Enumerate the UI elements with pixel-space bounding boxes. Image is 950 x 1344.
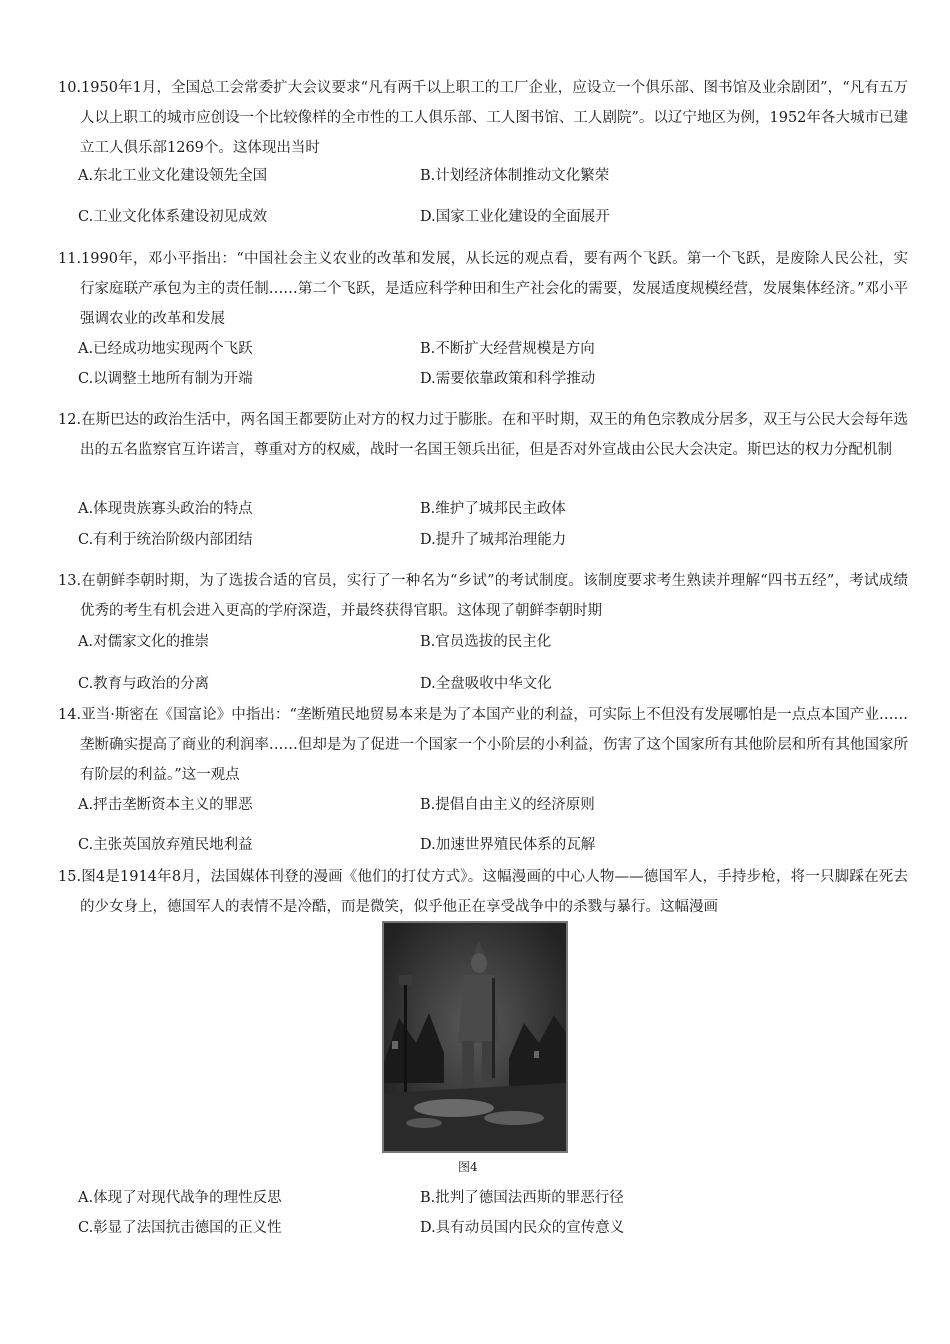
question-10-option-b: B.计划经济体制推动文化繁荣 bbox=[420, 168, 610, 184]
figure-caption: 图4 bbox=[458, 1160, 478, 1174]
question-10-option-a: A.东北工业文化建设领先全国 bbox=[78, 168, 268, 184]
question-11-stem: 11.1990年，邓小平指出：“中国社会主义农业的改革和发展，从长远的观点看，要有两个飞跃。第一个飞跃，是废除人民公社，实行家庭联产承包为主的责任制……第二个飞跃，是适应科学种田和生产社会化的需要，发展适度规模经营，发展集体经济。”邓小平强调农业的改革和发展 bbox=[58, 251, 908, 327]
question-13-option-a: A.对儒家文化的推崇 bbox=[78, 634, 210, 650]
question-15-option-a: A.体现了对现代战争的理性反思 bbox=[78, 1190, 282, 1206]
question-11-option-d: D.需要依靠政策和科学推动 bbox=[420, 371, 596, 387]
question-11-option-c: C.以调整土地所有制为开端 bbox=[78, 371, 253, 387]
question-14 bbox=[58, 700, 908, 790]
question-11-option-a: A.已经成功地实现两个飞跃 bbox=[78, 341, 253, 357]
question-15-stem: 15.图4是1914年8月，法国媒体刊登的漫画《他们的打仗方式》。这幅漫画的中心人物——德国军人，手持步枪，将一只脚踩在死去的少女身上，德国军人的表情不是冷酷，而是微笑，似乎他正在享受战争中的杀戮与暴行。这幅漫画 bbox=[58, 869, 908, 915]
question-15 bbox=[58, 862, 908, 922]
question-12-option-d: D.提升了城邦治理能力 bbox=[420, 532, 567, 548]
cartoon-illustration bbox=[384, 923, 566, 1151]
question-12-option-b: B.维护了城邦民主政体 bbox=[420, 501, 566, 517]
question-13-option-d: D.全盘吸收中华文化 bbox=[420, 676, 552, 692]
question-10-option-c: C.工业文化体系建设初见成效 bbox=[78, 209, 268, 225]
question-15-option-d: D.具有动员国内民众的宣传意义 bbox=[420, 1220, 625, 1236]
question-14-option-a: A.抨击垄断资本主义的罪恶 bbox=[78, 797, 253, 813]
question-14-stem: 14.亚当·斯密在《国富论》中指出：“垄断殖民地贸易本来是为了本国产业的利益，可实际上不但没有发展哪怕是一点点本国产业……垄断确实提高了商业的利润率……但却是为了促进一个国家一个小阶层的小利益，伤害了这个国家所有其他阶层和所有其他国家所有阶层的利益。”这一观点 bbox=[58, 707, 908, 783]
question-13 bbox=[58, 566, 908, 626]
question-15-option-b: B.批判了德国法西斯的罪恶行径 bbox=[420, 1190, 624, 1206]
question-11-option-b: B.不断扩大经营规模是方向 bbox=[420, 341, 595, 357]
question-12 bbox=[58, 405, 908, 465]
question-14-option-d: D.加速世界殖民体系的瓦解 bbox=[420, 837, 596, 853]
question-13-option-c: C.教育与政治的分离 bbox=[78, 676, 210, 692]
question-13-option-b: B.官员选拔的民主化 bbox=[420, 634, 552, 650]
question-14-option-c: C.主张英国放弃殖民地利益 bbox=[78, 837, 253, 853]
question-12-stem: 12.在斯巴达的政治生活中，两名国王都要防止对方的权力过于膨胀。在和平时期，双王的角色宗教成分居多，双王与公民大会每年选出的五名监察官互许诺言，尊重对方的权威，战时一名国王领兵出征，但是否对外宣战由公民大会决定。斯巴达的权力分配机制 bbox=[58, 412, 908, 458]
question-11 bbox=[58, 244, 908, 334]
cartoon-figure bbox=[382, 921, 568, 1153]
question-14-option-b: B.提倡自由主义的经济原则 bbox=[420, 797, 595, 813]
question-10 bbox=[58, 73, 908, 163]
question-12-option-a: A.体现贵族寡头政治的特点 bbox=[78, 501, 253, 517]
question-10-stem: 10.1950年1月，全国总工会常委扩大会议要求“凡有两千以上职工的工厂企业，应设立一个俱乐部、图书馆及业余剧团”，“凡有五万人以上职工的城市应创设一个比较像样的全市性的工人俱乐部、工人图书馆、工人剧院”。以辽宁地区为例，1952年各大城市已建立工人俱乐部1269个。这体现出当时 bbox=[58, 80, 908, 156]
question-12-option-c: C.有利于统治阶级内部团结 bbox=[78, 532, 253, 548]
question-13-stem: 13.在朝鲜李朝时期，为了选拔合适的官员，实行了一种名为“乡试”的考试制度。该制度要求考生熟读并理解“四书五经”，考试成绩优秀的考生有机会进入更高的学府深造，并最终获得官职。这体现了朝鲜李朝时期 bbox=[58, 573, 908, 619]
question-15-option-c: C.彰显了法国抗击德国的正义性 bbox=[78, 1220, 282, 1236]
question-10-option-d: D.国家工业化建设的全面展开 bbox=[420, 209, 610, 225]
